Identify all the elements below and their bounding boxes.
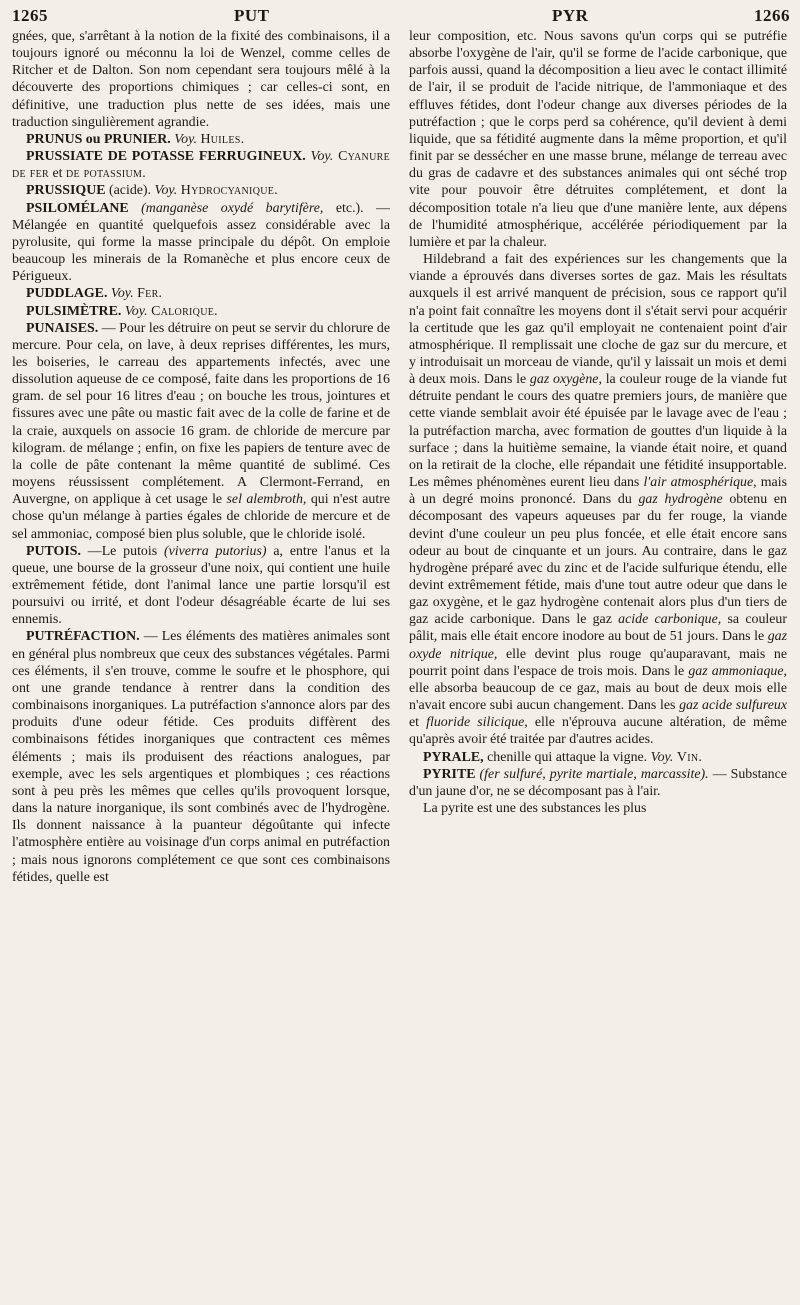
left-page-number: 1265 [12, 6, 48, 25]
text-run: et [409, 715, 420, 731]
entry-prussiate [12, 148, 390, 182]
entry-putois [12, 543, 390, 629]
entry-body: — Pour les détruire on peut se servir du chlorure de mercure. Pour cela, on lave, à deux reprises différentes, les murs, les boiseries, le carreau des appartements infectés, avec une dissolution aqueuse de ce composé, faite dans les proportions de 16 gram. de sel pour 16 litres d'eau ; on bouche les trous, jointures et fissures avec une pâte ou mastic fait avec de la colle de farine et de la craie, auxquels on associe 16 gram. de chloride de mercure par kilogram. de mélange ; enfin, on fixe les papiers de tenture avec de la colle de pâte contenant la même quantité de sublimé. Ces moyens réussissent complétement. A Clermont-Ferrand, en Auvergne, on applique à cet usage le [12, 320, 390, 508]
term-italic: acide carbonique, [618, 612, 722, 628]
term-italic: gaz hydrogène [638, 492, 723, 508]
headword-psilomelane: PSILOMÉLANE [26, 200, 129, 216]
paragraph-hildebrand [409, 251, 787, 749]
entry-lead: —Le putois [87, 543, 158, 559]
entry-body: — Substance d'un jaune d'or, ne se décomposant pas à l'air. [409, 766, 787, 799]
term-italic: fluoride silicique, [426, 715, 528, 731]
headword-qualifier: (acide). [109, 183, 152, 199]
headword-prussique: PRUSSIQUE [26, 183, 106, 199]
text-run: Hildebrand a fait des expériences sur les changements que la viande a éprouvés dans diverses sortes de gaz. Mais les résultats auxquels il est arrivé manquent de précision, sous ce rapport qu'il n'a point fait connaître les moyens dont il s'était servi pour acquérir la certitude que les gaz qu'il employait ne contenaient point d'air atmosphérique. Il remplissait une cloche de gaz sur du mercure, et y introduisait un morceau de viande, qu'il y laissait un mois et demi à deux mois. Dans le [409, 252, 787, 388]
text-run: la couleur rouge de la viande fut détruite pendant le cours des quatre premiers jours, de manière que cette viande semblait avoir été épuisée par le lavage avec de l'eau ; la putréfaction marcha, avec formation de gouttes d'un liquide à la surface ; dans la huitième semaine, la viande était noire, et quand on la retirait de la cloche, elle répandait une fétidité insupportable. Les mêmes phénomènes eurent lieu dans [409, 372, 787, 491]
term-italic: gaz oxygène, [529, 372, 602, 388]
text-run: sa couleur pâlit, mais elle était encore inodore au bout de 51 jours. Dans le [409, 612, 787, 645]
entry-putrefaction [12, 628, 390, 885]
latin-name: (viverra putorius) [163, 543, 267, 559]
text-run: elle n'éprouva aucune altération, de même qu'après avoir été traitée par d'autres acides. [409, 715, 787, 748]
right-column [409, 28, 787, 1300]
right-guide-word: PYR [552, 6, 589, 25]
headword-pulsimetre: PULSIMÈTRE. [26, 303, 122, 319]
entry-pyrale [409, 749, 787, 766]
conjunction: et [52, 166, 63, 182]
running-header [12, 6, 790, 28]
entry-pulsimetre [12, 303, 390, 320]
entry-body: a, entre l'anus et la queue, une bourse de la grosseur d'une noix, qui contient une huile extrêmement fétide, dont l'animal lance une partie lorsqu'il est poursuivi ou irrité, et dont l'odeur désagréable écarte de lui ses ennemis. [12, 543, 390, 628]
text-run: obtenu en décomposant des vapeurs aqueuses par du fer rouge, la viande devint d'une couleur un peu plus foncée, et elle était encore sans odeur au bout de cinquante et un jours. Au contraire, dans le gaz hydrogène préparé avec du zinc et de l'acide sulfurique étendu, elle devint extrêmement fétide, mais d'une tout autre odeur que dans le gaz oxygène, et le gaz hydrogène contenait alors plus d'un tiers de gaz acide carbonique. Dans le gaz [409, 492, 787, 628]
headword-puddlage: PUDDLAGE. [26, 286, 108, 302]
paragraph-intro: gnées, que, s'arrêtant à la notion de la fixité des combinaisons, il a toujours ignoré ou méconnu la loi de Wenzel, comme celles de Ritcher et de Dalton. Son nom cependant sera toujours mêlé à la découverte des proportions chimiques ; car celles-ci sont, en définitive, une traduction plus nette de ses idées, mais une traduction singulièrement agrandie. [12, 29, 390, 130]
voy-label: Voy. [174, 131, 197, 147]
paragraph-last: La pyrite est une des substances les plus [423, 801, 647, 817]
entry-body: chenille qui attaque la vigne. [487, 749, 648, 765]
cross-ref-cyanure: Cyanure de fer [12, 149, 390, 182]
cross-ref-fer: Fer. [137, 286, 163, 302]
term-italic: gaz oxyde nitrique, [409, 629, 787, 662]
paragraph-continued: leur composition, etc. Nous savons qu'un corps qui se putréfie absorbe l'oxygène de l'air, qu'il se forme de l'acide carbonique, que parfois aussi, quand la décomposition a lieu avec le contact illimité de l'air, il se produit de l'acide nitrique, de l'ammoniaque et des effluves fétides, dont l'odeur change aux diverses périodes de la putréfaction ; que le corps perd sa cohérence, qu'il devient à demi liquide, que sa fétidité augmente dans la même proportion, et qu'il finit par se dessécher en une masse brune, mélange de terreau avec du gras de cadavre et des substances animales qui ont séché trop vite pour pouvoir être détruites complétement, et dont la décomposition totale n'a lieu que d'une manière lente, aux dépens de l'humidité atmosphérique, accélérée périodiquement par la lumière et par la chaleur. [409, 29, 787, 250]
voy-label: Voy. [110, 286, 134, 302]
term-italic: gaz acide sulfureux [679, 698, 787, 714]
entry-puddlage [12, 285, 390, 302]
headword-prunus: PRUNUS ou PRUNIER. [26, 131, 171, 147]
cross-ref-potassium: de potassium. [65, 166, 147, 182]
right-page-number: 1266 [754, 6, 790, 25]
term-italic: sel alembroth, [226, 492, 307, 508]
term-italic: l'air atmosphérique, [643, 475, 757, 491]
left-guide-word: PUT [234, 6, 270, 25]
voy-label: Voy. [650, 749, 674, 765]
text-run: elle devint plus rouge qu'auparavant, mais ne pourrit point dans l'espace de trois mois. Dans le [409, 646, 787, 679]
entry-body-cont: qui n'est autre chose qu'un mélange à parties égales de chloride de mercure et de sel ammoniac, composé bien plus soluble, que le chloride isolé. [12, 492, 390, 542]
term-italic: gaz ammoniaque, [688, 663, 787, 679]
headword-putrefaction: PUTRÉFACTION. [26, 629, 140, 645]
entry-prussique [12, 182, 390, 199]
cross-ref-huiles: Huiles. [200, 131, 245, 147]
synonym-italic: (fer sulfuré, pyrite martiale, marcassite). [479, 766, 709, 782]
headword-prussiate: PRUSSIATE DE POTASSE FERRUGINEUX. [26, 149, 306, 165]
entry-pyrite [409, 766, 787, 800]
headword-pyrale: PYRALE, [423, 749, 484, 765]
cross-ref-vin: Vin. [676, 749, 703, 765]
voy-label: Voy. [154, 183, 178, 199]
headword-punaises: PUNAISES. [26, 320, 99, 336]
text-run: elle absorba beaucoup de ce gaz, mais au bout de deux mois elle n'avait encore subi aucun changement. Dans les [409, 680, 787, 714]
entry-body: — Les éléments des matières animales sont en général plus nombreux que ceux des substances végétales. Parmi ces éléments, il s'en trouve, comme le soufre et le phosphore, qui ont une grande tendance à rentrer dans la condition des combinaisons inorganiques. La putréfaction s'annonce alors par des produits d'une odeur fétide. Ces produits diffèrent des combinaisons fétides inorganiques que contractent ces mêmes éléments ; mais ils produisent des réactions analogues, par exemple, avec les sels argentiques et plombiques ; ces réactions sont à peu près les mêmes que celles qu'ils provoquent lorsque, dans la nature inorganique, ils sont combinés avec de l'hydrogène. Ils donnent naissance à la puanteur dégoûtante qui infecte l'atmosphère entière au voisinage d'un corps animal en putréfaction ; mais nous ignorons complétement ce que sont ces combinaisons fétides, quelle est [12, 629, 390, 885]
voy-label: Voy. [124, 303, 148, 319]
left-column [12, 28, 390, 1300]
cross-ref-calorique: Calorique. [151, 303, 218, 319]
entry-psilomelane [12, 200, 390, 286]
synonym-italic: (manganèse oxydé barytifère, [141, 200, 324, 216]
entry-body: etc.). — Mélangée en quantité quelquefois assez considérable avec la pyrolusite, qui forme la masse principale du dépôt. On emploie beaucoup les minerais de la Romanèche et plus encore ceux de Périgueux. [12, 200, 390, 285]
entry-prunus [12, 131, 390, 148]
text-run: mais à un degré moins prononcé. Dans du [409, 475, 787, 508]
voy-label: Voy. [310, 149, 334, 165]
headword-pyrite: PYRITE [423, 766, 476, 782]
cross-ref-hydrocyanique: Hydrocyanique. [180, 183, 278, 199]
entry-punaises [12, 320, 390, 543]
headword-putois: PUTOIS. [26, 543, 81, 559]
